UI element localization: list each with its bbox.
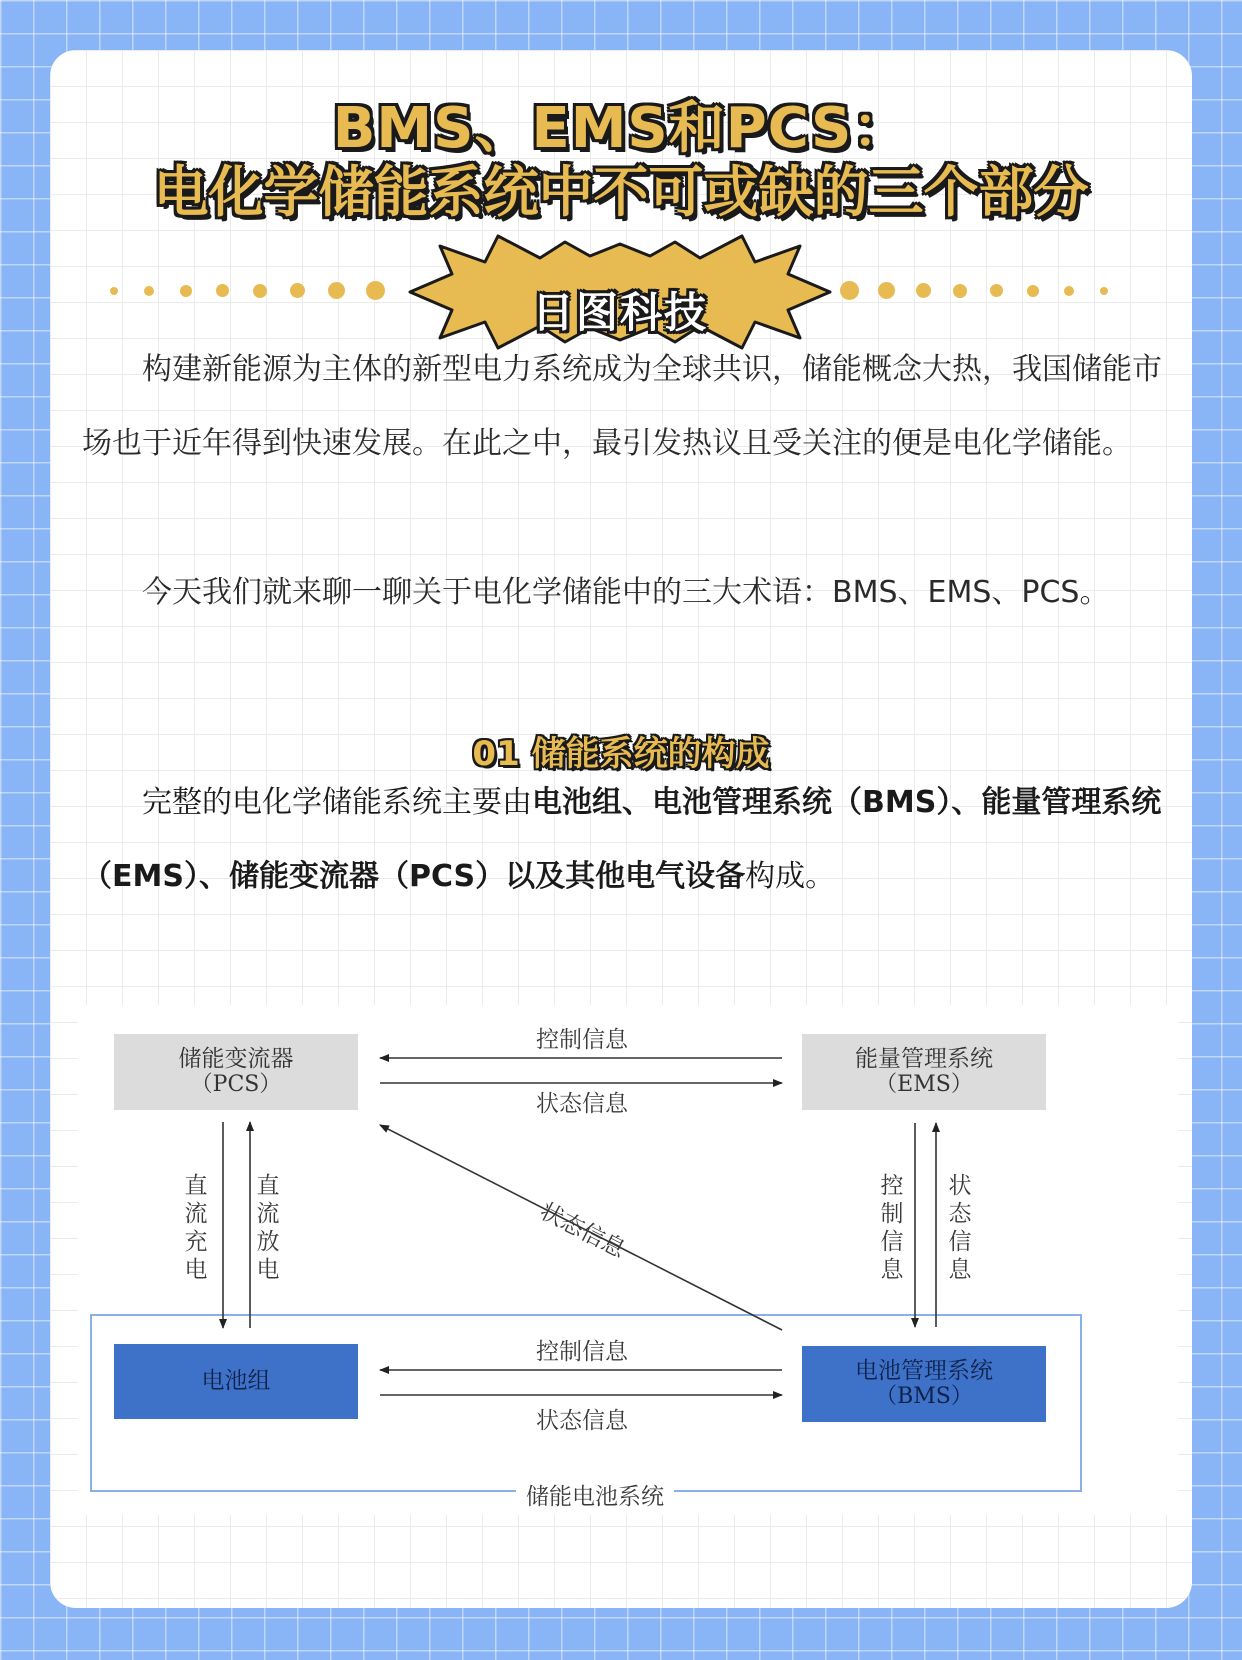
bms-name: 电池管理系统 <box>855 1358 993 1384</box>
system-diagram <box>78 1005 1178 1515</box>
ems-name: 能量管理系统 <box>855 1046 993 1072</box>
page-title-line-2: 电化学储能系统中不可或缺的三个部分 <box>153 160 1089 224</box>
section-heading: 01 储能系统的构成 <box>472 734 770 774</box>
decorative-dots-left <box>110 281 410 301</box>
section-paragraph <box>82 766 1164 914</box>
intro-paragraph-1: 构建新能源为主体的新型电力系统成为全球共识，储能概念大热，我国储能市场也于近年得到快速发展。在此之中，最引发热议且受关注的便是电化学储能。 <box>82 352 1162 461</box>
ems-control-label: 控制信息 <box>880 1173 904 1283</box>
bottom-control-label: 控制信息 <box>536 1339 628 1365</box>
ems-status-label: 状态信息 <box>948 1173 972 1283</box>
page-title-line-1: BMS、EMS和PCS： <box>332 96 910 161</box>
brand-name: 日图科技 <box>531 288 708 337</box>
battery-pack-name: 电池组 <box>201 1368 271 1394</box>
pcs-abbr: （PCS） <box>190 1072 282 1097</box>
diagonal-status-label: 状态信息 <box>535 1198 630 1264</box>
top-control-label: 控制信息 <box>536 1027 628 1053</box>
pcs-box <box>114 1034 358 1110</box>
storage-system-frame-label: 储能电池系统 <box>516 1478 674 1511</box>
decorative-dots-right <box>840 281 1140 301</box>
ems-box <box>802 1034 1046 1110</box>
top-status-label: 状态信息 <box>536 1091 628 1117</box>
bottom-status-label: 状态信息 <box>536 1408 628 1434</box>
pcs-name: 储能变流器 <box>178 1046 294 1072</box>
intro-paragraph-2: 今天我们就来聊一聊关于电化学储能中的三大术语：BMS、EMS、PCS。 <box>142 575 1110 610</box>
section-text-start: 完整的电化学储能系统主要由 <box>142 785 532 820</box>
content-card <box>50 50 1192 1608</box>
section-text-bold: 电池组、电池管理系统（BMS）、能量管理系统（EMS）、储能变流器（PCS）以及其他电气设备 <box>82 785 1162 894</box>
bms-box <box>802 1346 1046 1422</box>
battery-pack-box <box>114 1344 358 1419</box>
dc-discharge-label: 直流放电 <box>256 1173 280 1283</box>
bms-abbr: （BMS） <box>875 1384 973 1409</box>
dc-charge-label: 直流充电 <box>184 1173 208 1283</box>
ems-abbr: （EMS） <box>875 1072 973 1097</box>
section-text-end: 构成。 <box>745 859 836 894</box>
